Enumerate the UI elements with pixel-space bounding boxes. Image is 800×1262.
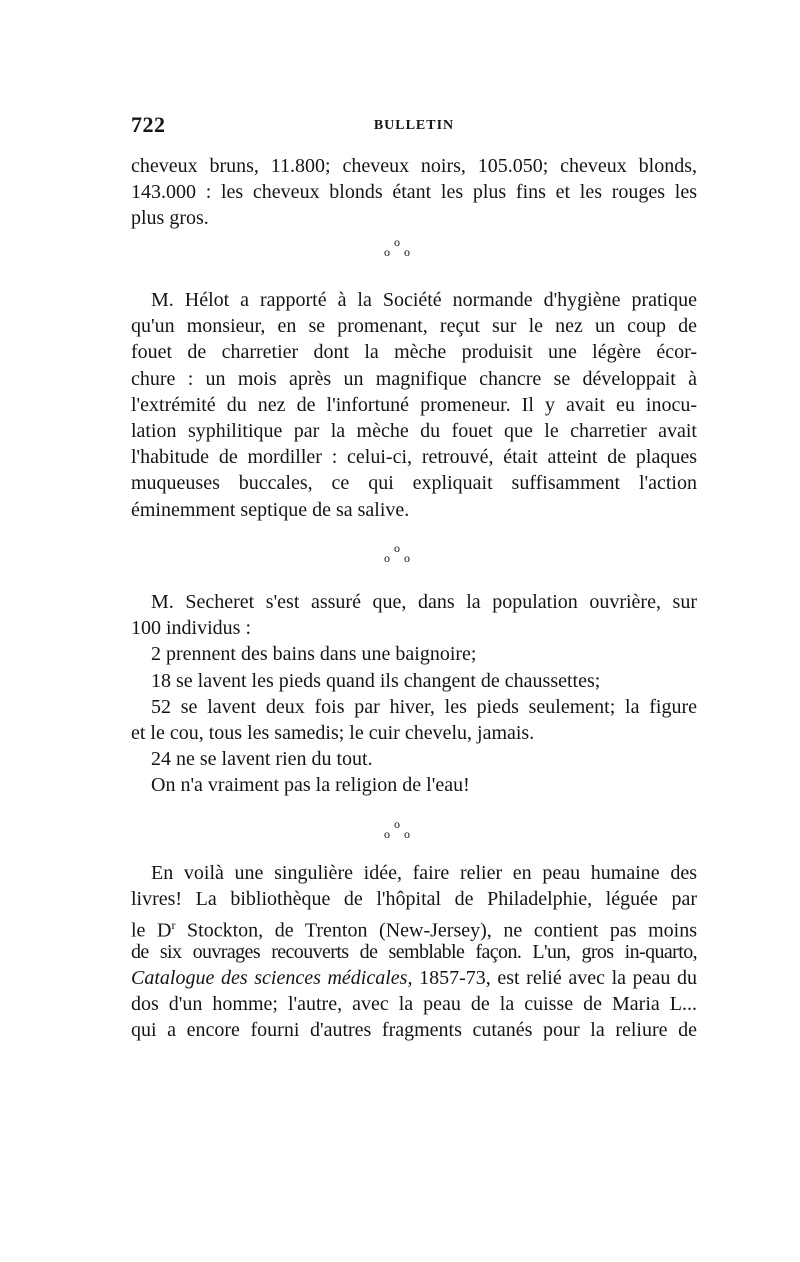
text-fragment: le D [131,920,172,943]
text-fragment: 1857-73, est relié avec la peau du [412,966,697,989]
text-line: lation syphilitique par la mèche du fouet que le charretier avait [131,419,697,442]
book-title: Catalogue des sciences médicales, [131,966,413,989]
text-line: plus gros. [131,207,209,230]
paragraph-secheret [131,589,697,799]
asterism-dot: o [404,245,410,259]
page-header [131,112,697,142]
paragraph-helot [131,287,697,523]
text-line: éminemment septique de sa salive. [131,498,410,521]
text-line: On n'a vraiment pas la religion de l'eau! [151,774,470,797]
asterism-dot: o [394,817,400,831]
text-line [131,965,697,991]
paragraph-human-skin-books [131,860,697,1043]
text-line: muqueuses buccales, ce qui expliquait suffisamment l'action [131,472,697,495]
text-fragment: Stockton, de Trenton (New-Jersey), ne contient pas moins [175,920,697,943]
text-line: M. Secheret s'est assuré que, dans la population ouvrière, sur [151,591,697,613]
paragraph-hair-counts [131,153,697,232]
text-line: 100 individus : [131,617,252,640]
text-line: l'extrémité du nez de l'infortuné promeneur. Il y avait eu inocu- [131,393,697,416]
page-number: 722 [131,112,166,137]
asterism-separator [380,542,420,566]
text-line: 18 se lavent les pieds quand ils changent de chaussettes; [151,669,601,692]
asterism-separator [380,236,420,260]
text-line: 2 prennent des bains dans une baignoire; [151,643,477,666]
text-line: livres! La bibliothèque de l'hôpital de Philadelphie, léguée par [131,888,697,911]
text-line: En voilà une singulière idée, faire relier en peau humaine des [151,862,697,884]
text-line: qu'un monsieur, en se promenant, reçut sur le nez un coup de [131,315,697,338]
asterism-dot: o [404,827,410,841]
text-line [131,912,697,943]
text-line: 24 ne se lavent rien du tout. [151,748,373,771]
text-line: et le cou, tous les samedis; le cuir chevelu, jamais. [131,721,535,744]
text-line: qui a encore fourni d'autres fragments cutanés pour la reliure de [131,1019,697,1042]
text-line: 143.000 : les cheveux blonds étant les plus fins et les rouges les [131,181,697,204]
text-line: de six ouvrages recouverts de semblable façon. L'un, gros in-quarto, [131,940,697,963]
text-line: M. Hélot a rapporté à la Société normande d'hygiène pratique [151,289,697,311]
text-line: 52 se lavent deux fois par hiver, les pieds seulement; la figure [151,695,697,718]
text-line: chure : un mois après un magnifique chancre se développait à [131,367,697,390]
text-line: cheveux bruns, 11.800; cheveux noirs, 105.050; cheveux blonds, [131,155,697,177]
asterism-dot: o [384,245,390,259]
asterism-dot: o [384,551,390,565]
text-line: dos d'un homme; l'autre, avec la peau de la cuisse de Maria L... [131,992,697,1015]
asterism-separator [380,818,420,842]
running-title: BULLETIN [373,118,455,133]
text-line: l'habitude de mordiller : celui-ci, retrouvé, était atteint de plaques [131,446,697,469]
asterism-dot: o [394,235,400,249]
text-line: fouet de charretier dont la mèche produisit une légère écor- [131,341,697,364]
asterism-dot: o [394,541,400,555]
asterism-dot: o [384,827,390,841]
superscript: r [171,918,176,933]
asterism-dot: o [404,551,410,565]
